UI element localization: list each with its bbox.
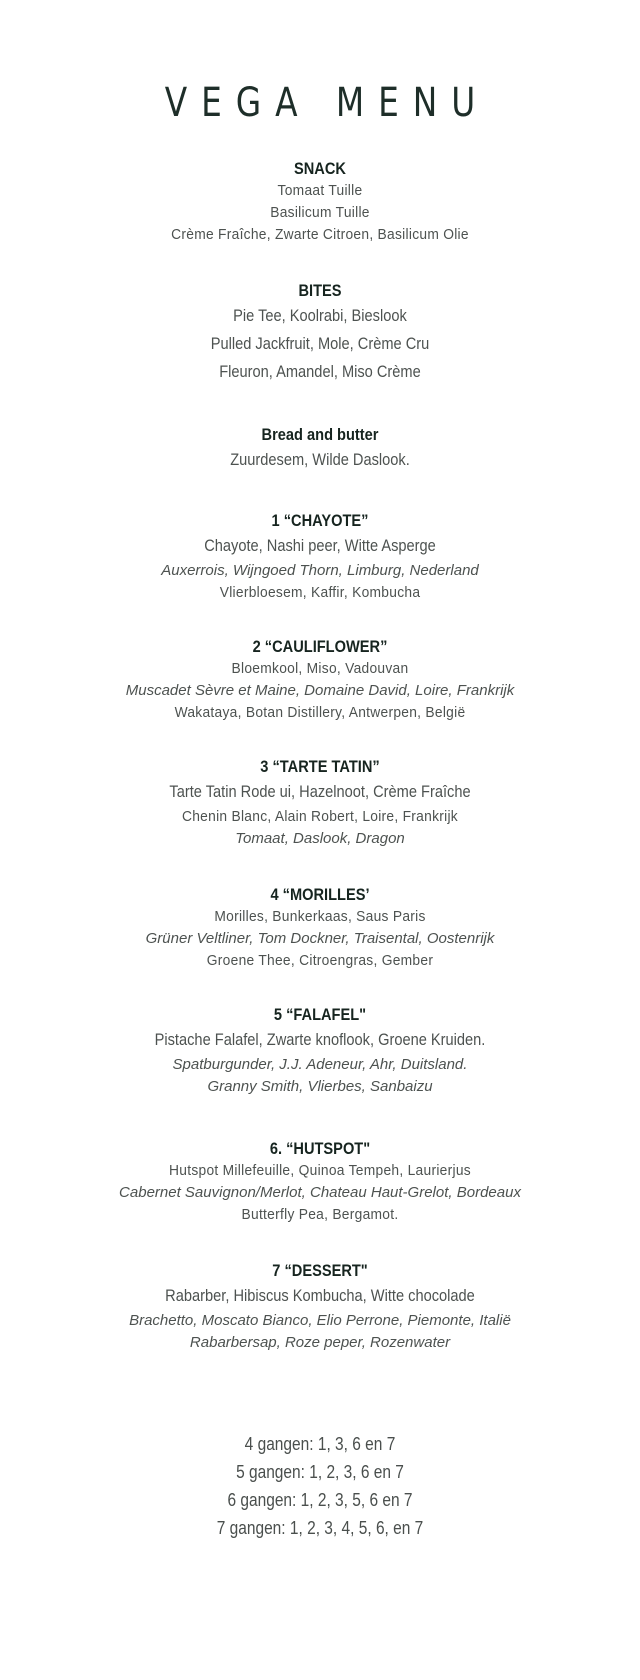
section-course-7 (0, 1260, 640, 1354)
menu-line: Pistache Falafel, Zwarte knoflook, Groene Kruiden. (154, 1030, 486, 1049)
section-course-1 (0, 510, 640, 604)
non-alcoholic-pairing: Granny Smith, Vlierbes, Sanbaizu (207, 1078, 433, 1095)
wine-pairing: Grüner Veltliner, Tom Dockner, Traisental, Oostenrijk (145, 930, 495, 947)
menu-line: Tarte Tatin Rode ui, Hazelnoot, Crème Fraîche (169, 782, 471, 801)
non-alcoholic-pairing: Wakataya, Botan Distillery, Antwerpen, België (174, 704, 466, 721)
menu-line: Zuurdesem, Wilde Daslook. (230, 450, 410, 469)
wine-pairing: Spatburgunder, J.J. Adeneur, Ahr, Duitsland. (172, 1056, 468, 1073)
section-bread-and-butter (0, 424, 640, 474)
wine-pairing: Cabernet Sauvignon/Merlot, Chateau Haut-Grelot, Bordeaux (119, 1184, 521, 1201)
section-course-2 (0, 636, 640, 724)
wine-pairing: Brachetto, Moscato Bianco, Elio Perrone, Piemonte, Italië (129, 1312, 511, 1329)
section-heading: 7 “DESSERT" (272, 1261, 368, 1280)
section-heading: 1 “CHAYOTE” (271, 511, 369, 530)
menu-line: Crème Fraîche, Zwarte Citroen, Basilicum Olie (171, 226, 469, 243)
course-option: 7 gangen: 1, 2, 3, 4, 5, 6, en 7 (216, 1518, 424, 1538)
section-course-6 (0, 1138, 640, 1226)
section-bites (0, 280, 640, 386)
menu-title: VEGA MENU (164, 80, 490, 126)
menu-line: Hutspot Millefeuille, Quinoa Tempeh, Laurierjus (169, 1162, 471, 1179)
section-course-5 (0, 1004, 640, 1098)
menu-line: Morilles, Bunkerkaas, Saus Paris (214, 908, 426, 925)
course-option: 4 gangen: 1, 3, 6 en 7 (244, 1434, 396, 1454)
non-alcoholic-pairing: Butterfly Pea, Bergamot. (241, 1206, 399, 1223)
menu-line: Pulled Jackfruit, Mole, Crème Cru (210, 334, 430, 353)
section-heading: SNACK (293, 159, 346, 178)
non-alcoholic-pairing: Vlierbloesem, Kaffir, Kombucha (219, 584, 421, 601)
wine-pairing: Chenin Blanc, Alain Robert, Loire, Frankrijk (181, 808, 458, 825)
section-heading: BITES (298, 281, 342, 300)
section-heading: 6. “HUTSPOT" (269, 1139, 371, 1158)
course-options (0, 1430, 640, 1542)
non-alcoholic-pairing: Groene Thee, Citroengras, Gember (206, 952, 434, 969)
non-alcoholic-pairing: Tomaat, Daslook, Dragon (235, 830, 405, 847)
menu-line: Rabarber, Hibiscus Kombucha, Witte chocolade (165, 1286, 475, 1305)
course-option: 5 gangen: 1, 2, 3, 6 en 7 (236, 1462, 404, 1482)
section-snack (0, 158, 640, 246)
section-heading: 2 “CAULIFLOWER” (252, 637, 388, 656)
menu-line: Basilicum Tuille (270, 204, 370, 221)
menu-line: Fleuron, Amandel, Miso Crème (219, 362, 421, 381)
section-heading: Bread and butter (261, 425, 379, 444)
wine-pairing: Muscadet Sèvre et Maine, Domaine David, Loire, Frankrijk (125, 682, 515, 699)
section-heading: 5 “FALAFEL" (273, 1005, 367, 1024)
menu-line: Bloemkool, Miso, Vadouvan (231, 660, 409, 677)
menu-line: Pie Tee, Koolrabi, Bieslook (233, 306, 407, 325)
section-course-3 (0, 756, 640, 850)
section-course-4 (0, 884, 640, 972)
menu-line: Chayote, Nashi peer, Witte Asperge (204, 536, 436, 555)
non-alcoholic-pairing: Rabarbersap, Roze peper, Rozenwater (189, 1334, 451, 1351)
wine-pairing: Auxerrois, Wijngoed Thorn, Limburg, Nederland (161, 562, 479, 579)
section-heading: 4 “MORILLES’ (270, 885, 370, 904)
menu-line: Tomaat Tuille (277, 182, 363, 199)
section-heading: 3 “TARTE TATIN” (260, 757, 380, 776)
course-option: 6 gangen: 1, 2, 3, 5, 6 en 7 (227, 1490, 413, 1510)
